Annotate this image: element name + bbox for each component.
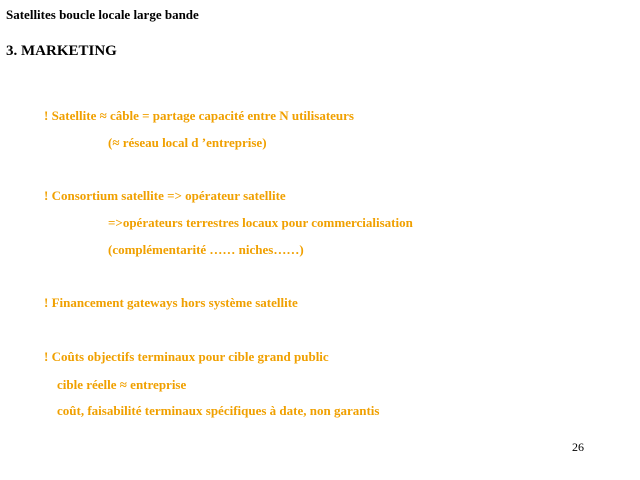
- slide-header: Satellites boucle locale large bande: [6, 7, 199, 22]
- bullet-4-sub-2: coût, faisabilité terminaux spécifiques à date, non garantis: [57, 403, 380, 418]
- bullet-1: ! Satellite ≈ câble = partage capacité entre N utilisateurs: [44, 108, 354, 123]
- bullet-2: ! Consortium satellite => opérateur satellite: [44, 188, 286, 203]
- bullet-2-sub-1: =>opérateurs terrestres locaux pour commercialisation: [108, 215, 413, 230]
- bullet-1-sub-1: (≈ réseau local d ’entreprise): [108, 135, 267, 150]
- bullet-3: ! Financement gateways hors système satellite: [44, 295, 298, 310]
- bullet-4: ! Coûts objectifs terminaux pour cible grand public: [44, 349, 329, 364]
- bullet-4-sub-1: cible réelle ≈ entreprise: [57, 377, 187, 392]
- page-number: 26: [572, 440, 584, 454]
- bullet-2-sub-2: (complémentarité …… niches……): [108, 242, 304, 257]
- section-title: 3. MARKETING: [6, 43, 117, 59]
